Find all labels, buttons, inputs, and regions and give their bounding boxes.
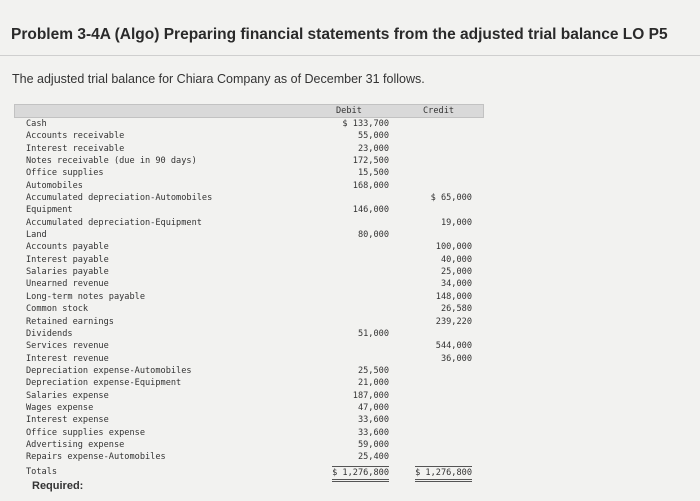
account-name: Wages expense — [26, 402, 94, 413]
debit-amount: 47,000 — [357, 402, 389, 413]
account-name: Land — [26, 230, 47, 241]
table-row — [14, 390, 484, 402]
debit-amount: 55,000 — [357, 131, 389, 142]
debit-amount: 146,000 — [352, 205, 389, 216]
account-name: Equipment — [26, 205, 73, 216]
credit-amount: 100,000 — [435, 242, 472, 253]
account-name: Automobiles — [26, 180, 83, 191]
table-row — [14, 427, 484, 439]
debit-amount: 25,400 — [357, 452, 389, 463]
table-row — [14, 377, 484, 389]
debit-column-header: Debit — [336, 106, 362, 116]
credit-column-header: Credit — [423, 106, 455, 116]
table-row — [14, 241, 484, 253]
account-name: Services revenue — [26, 341, 109, 352]
account-name: Common stock — [26, 304, 89, 315]
account-name: Salaries expense — [26, 390, 109, 401]
table-row — [14, 180, 484, 192]
table-row — [14, 192, 484, 204]
debit-amount: 51,000 — [357, 328, 389, 339]
credit-amount: 40,000 — [440, 254, 472, 265]
table-row — [14, 266, 484, 278]
totals-label: Totals — [26, 466, 58, 477]
debit-amount: 33,600 — [357, 427, 389, 438]
credit-amount: 26,580 — [440, 304, 472, 315]
table-row — [14, 130, 484, 142]
credit-amount: 34,000 — [440, 279, 472, 290]
account-name: Interest expense — [26, 415, 109, 426]
debit-amount: 23,000 — [357, 143, 389, 154]
table-row — [14, 451, 484, 463]
account-name: Advertising expense — [26, 439, 125, 450]
debit-amount: 80,000 — [357, 230, 389, 241]
table-row — [14, 402, 484, 414]
credit-amount: 19,000 — [440, 217, 472, 228]
totals-row — [14, 466, 484, 478]
debit-amount: 33,600 — [357, 415, 389, 426]
debit-amount: 187,000 — [352, 390, 389, 401]
credit-amount: 148,000 — [435, 291, 472, 302]
table-row — [14, 353, 484, 365]
table-row — [14, 167, 484, 179]
credit-amount: 544,000 — [435, 341, 472, 352]
account-name: Accounts payable — [26, 242, 109, 253]
table-row — [14, 340, 484, 352]
table-body — [14, 118, 484, 464]
credit-amount: 36,000 — [440, 353, 472, 364]
table-row — [14, 204, 484, 216]
table-row — [14, 118, 484, 130]
account-name: Cash — [26, 119, 47, 129]
account-name: Accounts receivable — [26, 131, 125, 142]
account-name: Interest payable — [26, 254, 109, 265]
debit-amount: 168,000 — [352, 180, 389, 191]
table-row — [14, 316, 484, 328]
account-name: Retained earnings — [26, 316, 114, 327]
table-row — [14, 155, 484, 167]
trial-balance-table — [14, 104, 484, 478]
debit-amount: 21,000 — [357, 378, 389, 389]
debit-amount: 25,500 — [357, 365, 389, 376]
credit-amount: $ 65,000 — [430, 193, 472, 204]
totals-credit: $ 1,276,800 — [415, 466, 472, 482]
table-row — [14, 303, 484, 315]
table-row — [14, 143, 484, 155]
account-name: Dividends — [26, 328, 73, 339]
credit-amount: 239,220 — [435, 316, 472, 327]
debit-amount: 15,500 — [357, 168, 389, 179]
debit-amount: 59,000 — [357, 439, 389, 450]
account-name: Long-term notes payable — [26, 291, 145, 302]
account-name: Unearned revenue — [26, 279, 109, 290]
account-name: Depreciation expense-Equipment — [26, 378, 182, 389]
account-name: Depreciation expense-Automobiles — [26, 365, 192, 376]
account-name: Office supplies — [26, 168, 104, 179]
problem-title: Problem 3-4A (Algo) Preparing financial statements from the adjusted trial balance LO P5 — [11, 26, 668, 43]
credit-amount: 25,000 — [440, 267, 472, 278]
account-name: Accumulated depreciation-Equipment — [26, 217, 202, 228]
header-divider — [0, 55, 700, 56]
debit-amount: 172,500 — [352, 156, 389, 167]
table-row — [14, 414, 484, 426]
account-name: Repairs expense-Automobiles — [26, 452, 166, 463]
table-row — [14, 278, 484, 290]
debit-amount: $ 133,700 — [342, 119, 389, 129]
table-header — [14, 104, 484, 118]
account-name: Accumulated depreciation-Automobiles — [26, 193, 213, 204]
account-name: Office supplies expense — [26, 427, 145, 438]
account-name: Salaries payable — [26, 267, 109, 278]
account-name: Notes receivable (due in 90 days) — [26, 156, 197, 167]
account-name: Interest receivable — [26, 143, 125, 154]
table-row — [14, 439, 484, 451]
table-row — [14, 229, 484, 241]
table-row — [14, 291, 484, 303]
table-row — [14, 217, 484, 229]
table-row — [14, 365, 484, 377]
table-row — [14, 328, 484, 340]
totals-debit: $ 1,276,800 — [332, 466, 389, 482]
intro-text: The adjusted trial balance for Chiara Company as of December 31 follows. — [12, 72, 425, 86]
account-name: Interest revenue — [26, 353, 109, 364]
required-heading: Required: — [32, 480, 84, 492]
table-row — [14, 254, 484, 266]
